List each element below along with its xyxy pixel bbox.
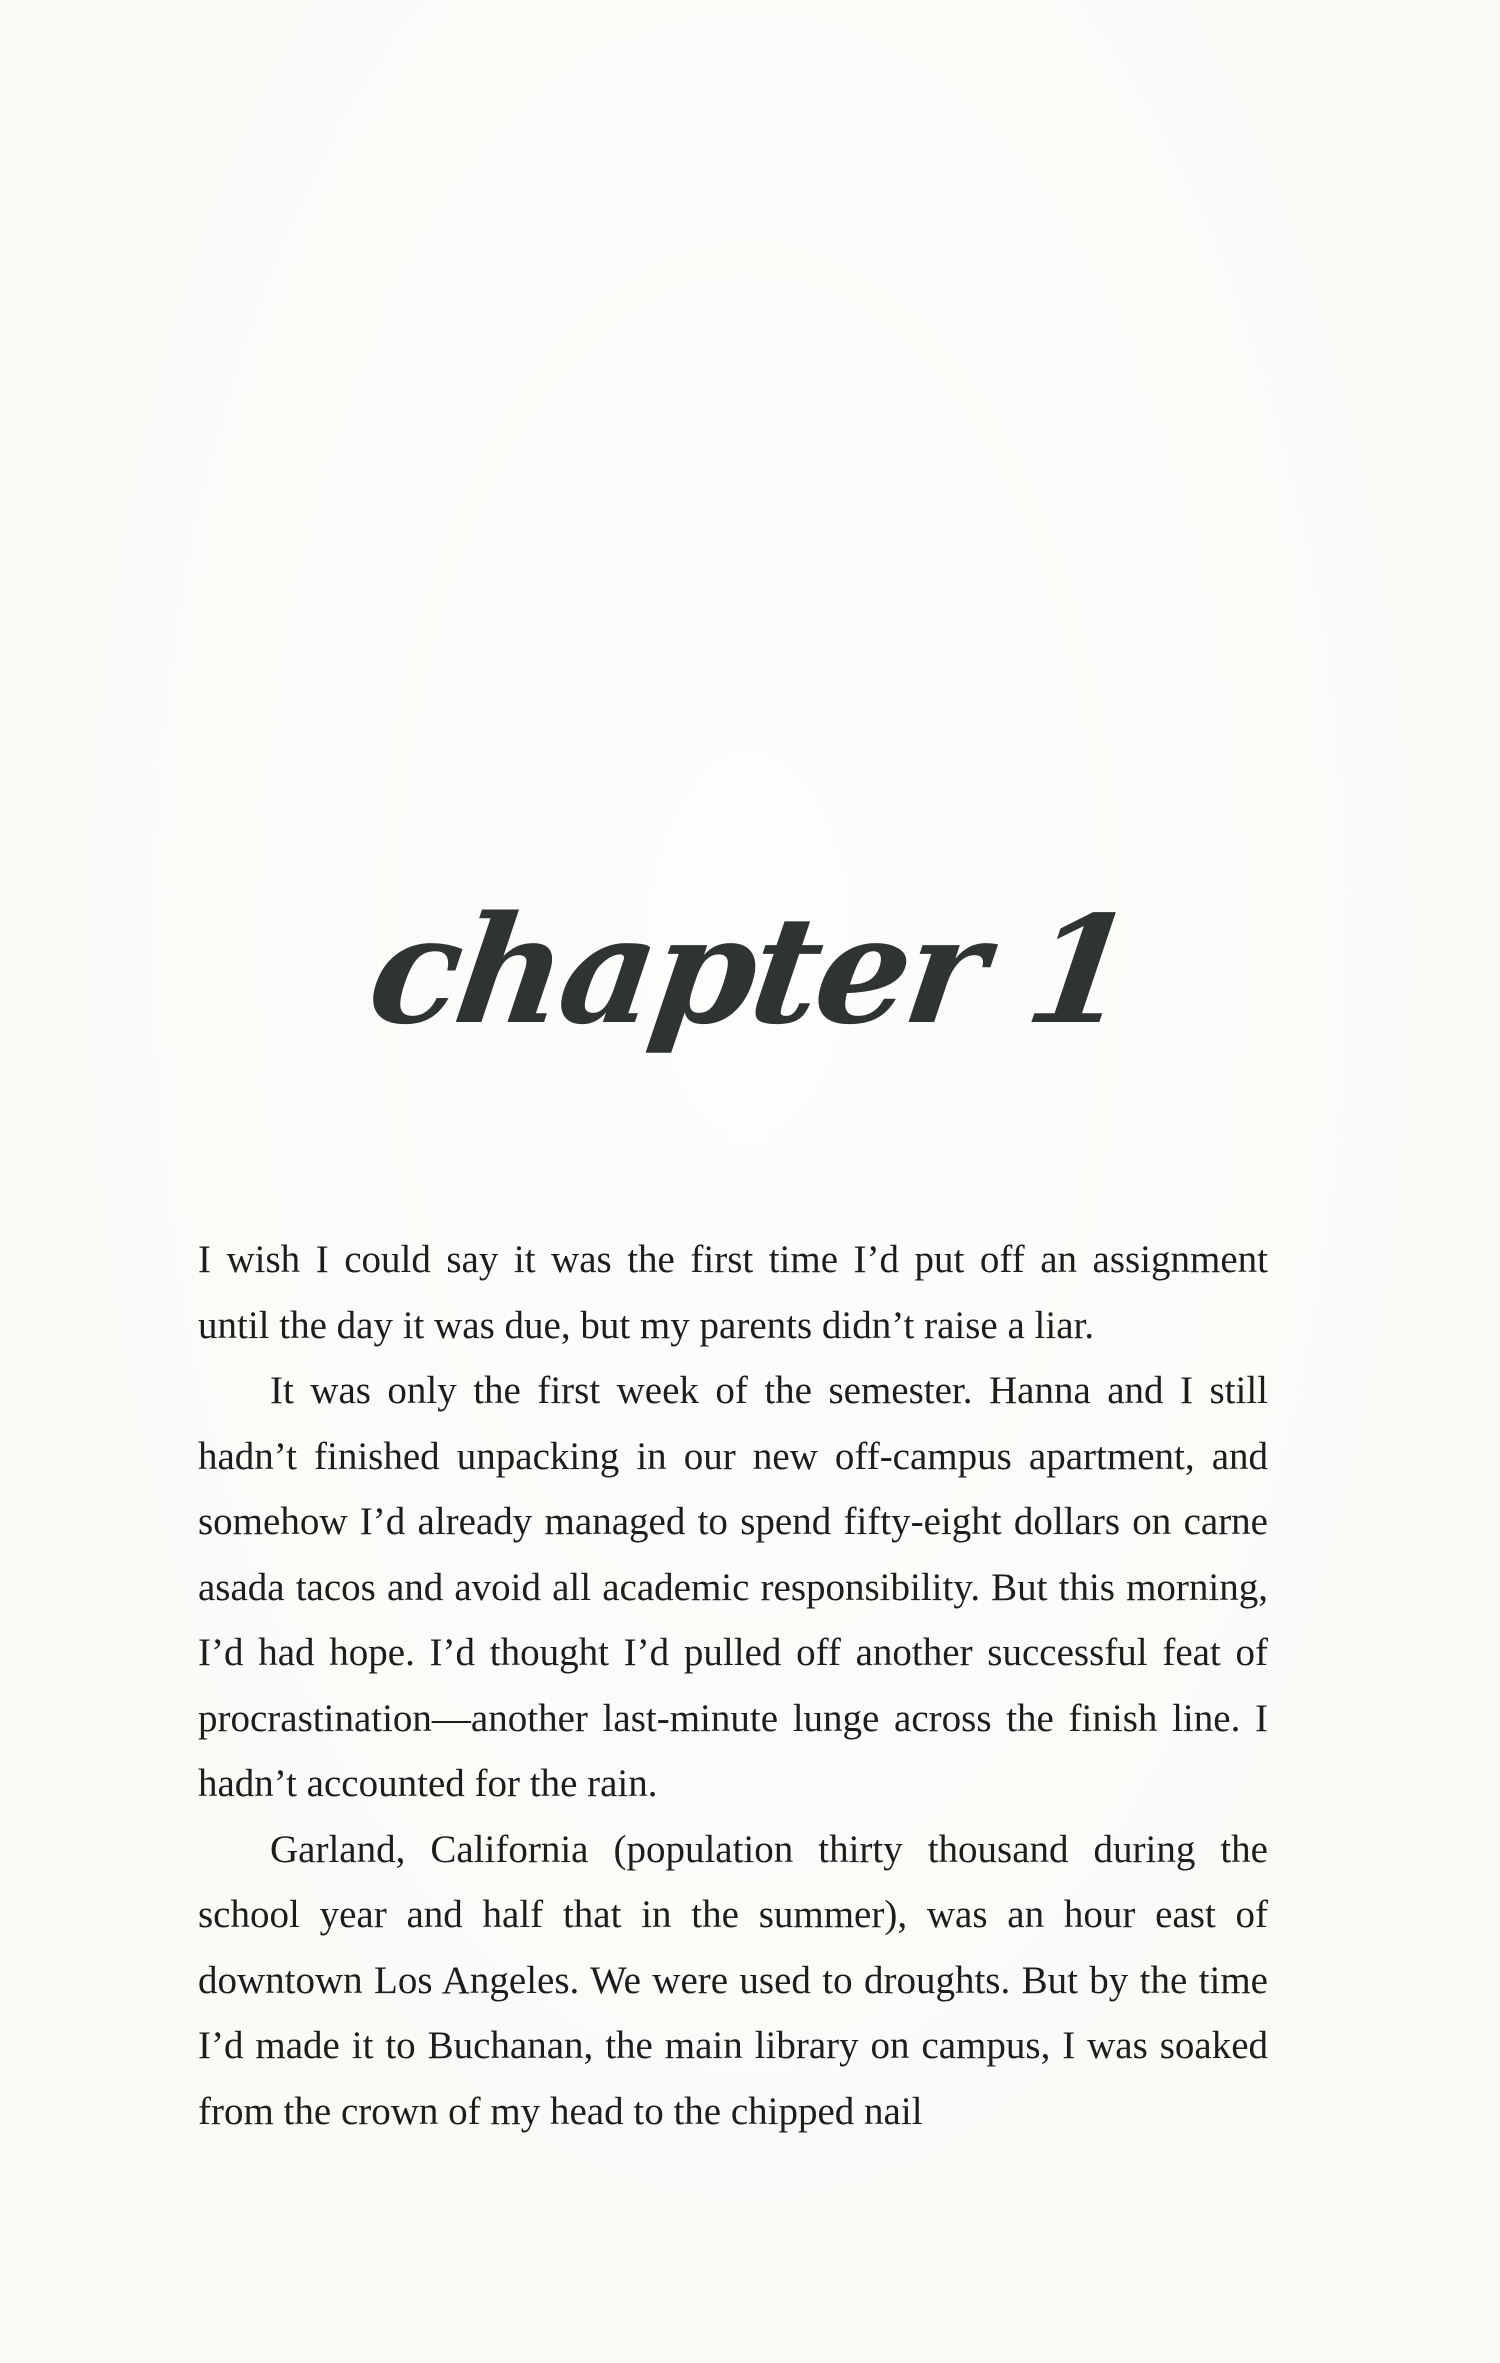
chapter-body-text	[198, 1227, 1268, 2144]
paragraph: Garland, California (population thirty thousand during the school year and half that in the summer), was an hour east of downtown Los Angeles. We were used to droughts. But by the time I’d made it to Buchanan, the main library on campus, I was soaked from the crown of my head to the chipped nail	[198, 1827, 1268, 2133]
chapter-heading: chapter 1	[359, 883, 1141, 1057]
paragraph: I wish I could say it was the first time I’d put off an assignment until the day it was due, but my parents didn’t raise a liar.	[198, 1238, 1268, 1347]
paragraph: It was only the first week of the semester. Hanna and I still hadn’t finished unpacking in our new off-campus apartment, and somehow I’d already managed to spend fifty-eight dollars on carne asada tacos and avoid all academic responsibility. But this morning, I’d had hope. I’d thought I’d pulled off another successful feat of procrastination—another last-minute lunge across the finish line. I hadn’t accounted for the rain.	[198, 1369, 1268, 1805]
